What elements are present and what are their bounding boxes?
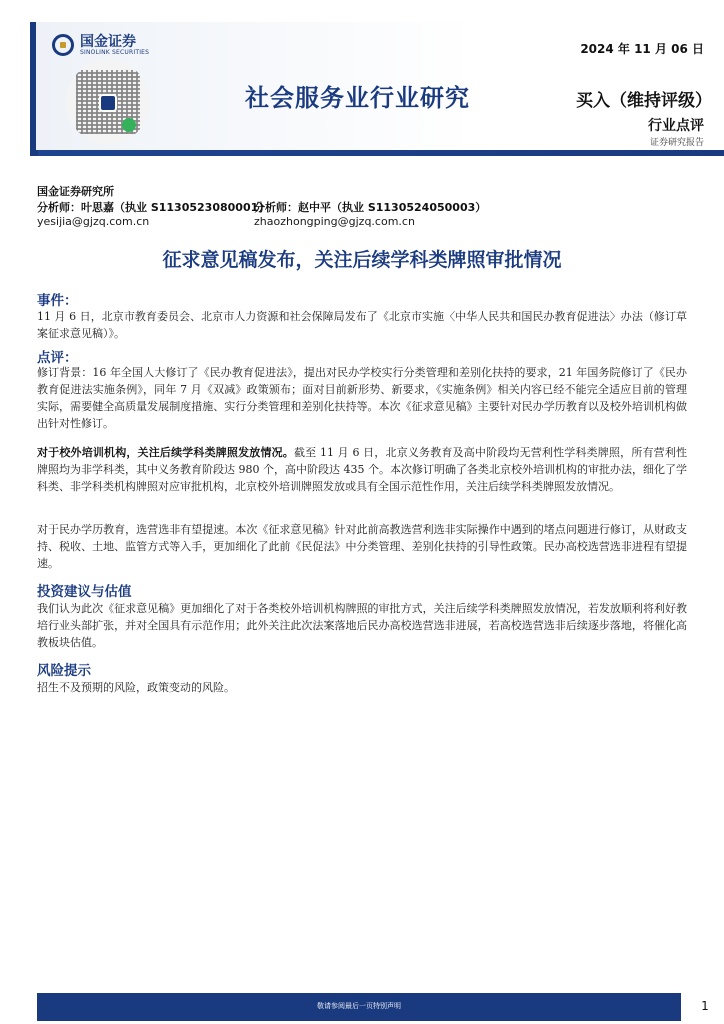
analyst-1: 分析师：叶思嘉（执业 S1130523080001） <box>37 201 270 214</box>
qr-code-icon <box>66 60 150 144</box>
footer-disclaimer[interactable]: 敬请参阅最后一页特别声明 <box>317 1002 401 1010</box>
comment-heading: 点评： <box>37 350 78 366</box>
report-title: 征求意见稿发布，关注后续学科类牌照审批情况 <box>162 249 562 271</box>
comment-paragraph-3: 对于民办学历教育，选营选非有望提速。本次《征求意见稿》针对此前高教选营利选非实际操作中遇到的堵点问题进行修订，从财政支持、税收、土地、监管方式等入手，更加细化了此前《民促法》中分类管理、差别化扶持的引导性政策。民办高校选营选非进程有望提速。 <box>37 523 687 570</box>
analyst-2: 分析师：赵中平（执业 S1130524050003） <box>254 201 487 214</box>
comment-paragraph-1: 修订背景：16 年全国人大修订了《民办教育促进法》，提出对民办学校实行分类管理和差别化扶持的要求，21 年国务院修订了《民办教育促进法实施条例》，同年 7 月《双减》政策颁布；面对目前新形势、新要求，《实施条例》相关内容已经不能完全适应目前的管理实际，需要健全高质量发展制度措施、实行分类管理和差别化扶持等。本次《征求意见稿》主要针对民办学历教育以及校外培训机构做出针对性修订。 <box>37 366 687 430</box>
doc-kind: 证券研究报告 <box>649 138 704 148</box>
rating-label: 买入（维持评级） <box>576 91 712 111</box>
logo-cn: 国金证券 <box>80 33 136 50</box>
qr-logo-icon <box>99 94 117 112</box>
page-number: 1 <box>701 999 709 1013</box>
company-logo <box>52 32 172 58</box>
report-date: 2024 年 11 月 06 日 <box>580 42 704 56</box>
analyst-1-email[interactable]: yesijia@gjzq.com.cn <box>37 215 150 228</box>
analyst-2-email[interactable]: zhaozhongping@gjzq.com.cn <box>254 215 415 228</box>
comment-p2-body: 截至 11 月 6 日，北京义务教育及高中阶段均无营利性学科类牌照，所有营利性牌照均为非学科类，其中义务教育阶段达 980 个，高中阶段达 435 个。本次修订明确了各类北京校外培训机构的审批办法，细化了学科类、非学科类机构牌照对应审批机构，北京校外培训牌照发放或具有全国示范性作用，关注后续学科类牌照发放情况。 <box>37 446 688 493</box>
event-text: 11 月 6 日，北京市教育委员会、北京市人力资源和社会保障局发布了《北京市实施〈中华人民共和国民办教育促进法〉办法（修订草案征求意见稿）》。 <box>37 310 687 340</box>
comment-paragraph-2 <box>37 444 687 495</box>
invest-heading: 投资建议与估值 <box>37 584 132 600</box>
risk-heading: 风险提示 <box>37 663 91 679</box>
comment-p2-lead: 对于校外培训机构，关注后续学科类牌照发放情况。 <box>37 446 294 459</box>
invest-text: 我们认为此次《征求意见稿》更加细化了对于各类校外培训机构牌照的审批方式，关注后续学科类牌照发放情况，若发放顺利将利好教培行业头部扩张，并对全国具有示范作用；此外关注此次法案落地后民办高校选营选非进展，若高校选营选非后续逐步落地，将催化高教板块估值。 <box>37 602 687 649</box>
logo-emblem-icon <box>52 34 74 56</box>
risk-text: 招生不及预期的风险，政策变动的风险。 <box>37 681 235 694</box>
industry-title: 社会服务业行业研究 <box>245 84 470 112</box>
research-org: 国金证券研究所 <box>37 185 114 198</box>
logo-en: SINOLINK SECURITIES <box>80 48 150 56</box>
logo-text <box>80 35 149 56</box>
wechat-badge-icon <box>122 118 136 132</box>
report-type: 行业点评 <box>648 118 704 134</box>
event-heading: 事件： <box>37 293 78 309</box>
